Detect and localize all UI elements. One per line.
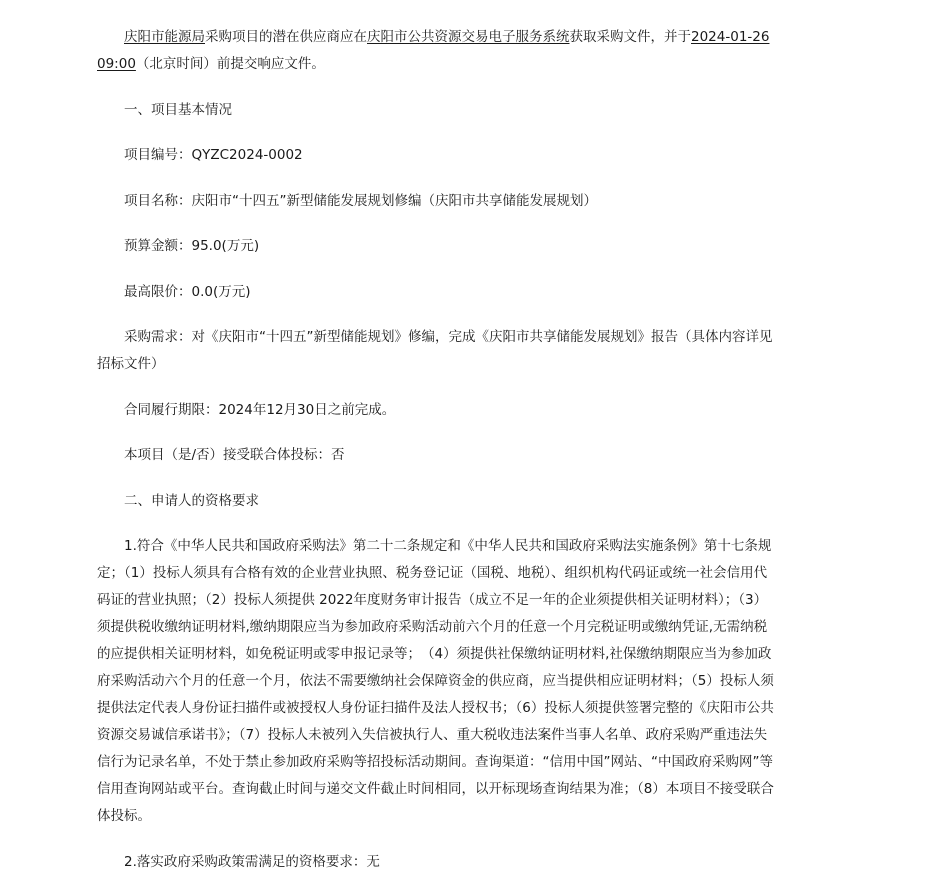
intro-paragraph (97, 24, 777, 78)
qualification-item-2: 2.落实政府采购政策需满足的资格要求：无 (124, 853, 380, 870)
project-name: 项目名称：庆阳市“十四五”新型储能发展规划修编（庆阳市共享储能发展规划） (124, 192, 597, 209)
system-link[interactable]: 庆阳市公共资源交易电子服务系统 (367, 29, 570, 45)
intro-text-3: （北京时间）前提交响应文件。 (135, 56, 325, 72)
intro-text-1: 采购项目的潜在供应商应在 (205, 29, 367, 45)
section1-heading: 一、项目基本情况 (124, 101, 232, 118)
deadline-link[interactable]: 2024-01-26 09:00 (97, 29, 770, 72)
project-number: 项目编号：QYZC2024-0002 (124, 147, 303, 163)
section2-heading: 二、申请人的资格要求 (124, 492, 259, 509)
qualification-item-1: 1.符合《中华人民共和国政府采购法》第二十二条规定和《中华人民共和国政府采购法实施条例》第十七条规定；（1）投标人须具有合格有效的企业营业执照、税务登记证（国税、地税）、组织机构代码证或统一社会信用代码证的营业执照；（2）投标人须提供 2022年度财务审计报告（成立不足一年的企业须提供相关证明材料）；（3）须提供税收缴纳证明材料,缴纳期限应当为参加政府采购活动前六个月的任意一个月完税证明或缴纳凭证,无需纳税的应提供相关证明材料，如免税证明或零申报记录等； （4）须提供社保缴纳证明材料,社保缴纳期限应当为参加政府采购活动六个月的任意一个月，依法不需要缴纳社会保障资金的供应商，应当提供相应证明材料；（5）投标人须提供法定代表人身份证扫描件或被授权人身份证扫描件及法人授权书；（6）投标人须提供签署完整的《庆阳市公共资源交易诚信承诺书》；（7）投标人未被列入失信被执行人、重大税收违法案件当事人名单、政府采购严重违法失信行为记录名单，不处于禁止参加政府采购等招投标活动期间。查询渠道：“信用中国”网站、“中国政府采购网”等信用查询网站或平台。查询截止时间与递交文件截止时间相同，以开标现场查询结果为准；（8）本项目不接受联合体投标。 (97, 538, 774, 824)
intro-text-2: 获取采购文件，并于 (569, 29, 691, 45)
budget-amount: 预算金额：95.0(万元) (124, 238, 260, 254)
contract-term: 合同履行期限：2024年12月30日之前完成。 (124, 401, 396, 418)
agency-link[interactable]: 庆阳市能源局 (124, 29, 205, 45)
document-body (97, 24, 777, 876)
procurement-requirement: 采购需求：对《庆阳市“十四五”新型储能规划》修编，完成《庆阳市共享储能发展规划》报告（具体内容详见招标文件） (97, 329, 773, 372)
max-price: 最高限价：0.0(万元) (124, 283, 251, 300)
consortium-bidding: 本项目（是/否）接受联合体投标：否 (124, 447, 345, 463)
